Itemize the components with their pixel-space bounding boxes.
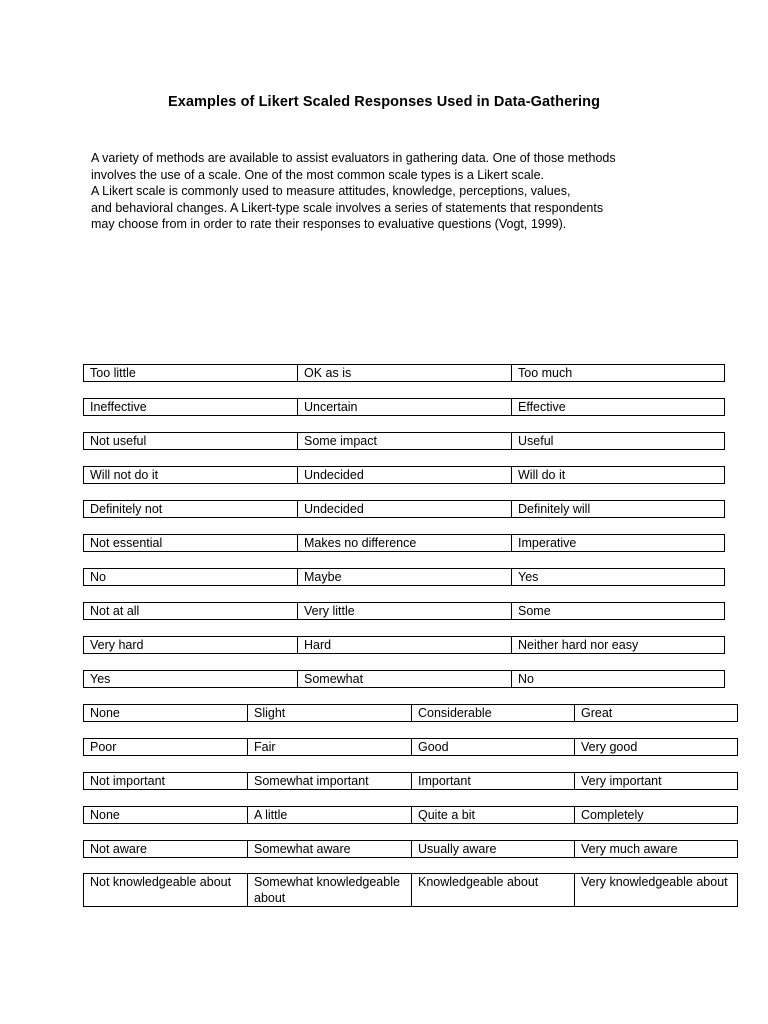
scale-cell: Not aware: [84, 841, 248, 858]
likert-scale-table: [83, 806, 738, 824]
likert-scale-table: [83, 670, 725, 688]
scale-cell: Makes no difference: [298, 535, 512, 552]
scale-cell: OK as is: [298, 365, 512, 382]
likert-scale-table: [83, 840, 738, 858]
scale-cell: None: [84, 705, 248, 722]
scale-cell: No: [84, 569, 298, 586]
likert-scale-table: [83, 364, 725, 382]
scale-cell: Very little: [298, 603, 512, 620]
intro-line: involves the use of a scale. One of the most common scale types is a Likert scale.: [91, 167, 544, 182]
likert-scale-table: [83, 534, 725, 552]
scale-cell: Some: [512, 603, 725, 620]
likert-scale-table: [83, 466, 725, 484]
table-row: [84, 467, 725, 484]
scale-cell: Very hard: [84, 637, 298, 654]
scale-cell: Not at all: [84, 603, 298, 620]
table-row: [84, 773, 738, 790]
scale-cell: Yes: [512, 569, 725, 586]
table-row: [84, 705, 738, 722]
table-row: [84, 569, 725, 586]
likert-scale-table: [83, 704, 738, 722]
intro-line: A variety of methods are available to assist evaluators in gathering data. One of those methods: [91, 151, 616, 165]
scale-cell: Somewhat: [298, 671, 512, 688]
table-row: [84, 433, 725, 450]
scale-cell: Hard: [298, 637, 512, 654]
scale-cell: Fair: [248, 739, 412, 756]
scale-cell: Neither hard nor easy: [512, 637, 725, 654]
likert-scale-table: [83, 432, 725, 450]
scale-cell: Poor: [84, 739, 248, 756]
scale-cell: Imperative: [512, 535, 725, 552]
scale-cell: Some impact: [298, 433, 512, 450]
scale-cell: Very good: [575, 739, 738, 756]
scale-cell: Not important: [84, 773, 248, 790]
scale-cell: Great: [575, 705, 738, 722]
scale-cell: Considerable: [412, 705, 575, 722]
scale-cell: Undecided: [298, 501, 512, 518]
scale-cell: Quite a bit: [412, 807, 575, 824]
table-row: [84, 874, 738, 907]
scale-cell: Very much aware: [575, 841, 738, 858]
table-row: [84, 637, 725, 654]
intro-line: A Likert scale is commonly used to measure attitudes, knowledge, perceptions, values,: [91, 184, 571, 199]
scale-cell: Knowledgeable about: [412, 874, 575, 907]
scale-cell: Undecided: [298, 467, 512, 484]
scale-cell: Not useful: [84, 433, 298, 450]
likert-scale-table: [83, 772, 738, 790]
likert-scale-table: [83, 873, 738, 907]
scale-cell: Somewhat aware: [248, 841, 412, 858]
scale-cell: None: [84, 807, 248, 824]
intro-paragraph: [91, 150, 711, 233]
scale-cell: Usually aware: [412, 841, 575, 858]
likert-scale-table: [83, 500, 725, 518]
likert-scale-table: [83, 602, 725, 620]
likert-scale-table: [83, 398, 725, 416]
scale-cell: Ineffective: [84, 399, 298, 416]
scale-cell: Too little: [84, 365, 298, 382]
scale-cell: Maybe: [298, 569, 512, 586]
scale-cell: Very important: [575, 773, 738, 790]
table-row: [84, 807, 738, 824]
scale-cell: Not knowledgeable about: [84, 874, 248, 907]
scale-cell: Good: [412, 739, 575, 756]
table-row: [84, 841, 738, 858]
table-row: [84, 671, 725, 688]
scale-cell: Definitely will: [512, 501, 725, 518]
scale-cell: Not essential: [84, 535, 298, 552]
intro-line: may choose from in order to rate their responses to evaluative questions (Vogt, 1999).: [91, 217, 567, 232]
likert-scale-table: [83, 568, 725, 586]
scale-cell: Will do it: [512, 467, 725, 484]
scale-cell: Yes: [84, 671, 298, 688]
scale-cell: Will not do it: [84, 467, 298, 484]
table-row: [84, 603, 725, 620]
table-row: [84, 535, 725, 552]
table-row: [84, 739, 738, 756]
scale-cell: Somewhat important: [248, 773, 412, 790]
scale-cell: Completely: [575, 807, 738, 824]
scale-cell: Slight: [248, 705, 412, 722]
scale-cell: Too much: [512, 365, 725, 382]
table-row: [84, 365, 725, 382]
likert-scale-table: [83, 738, 738, 756]
scale-cell: Useful: [512, 433, 725, 450]
intro-line: and behavioral changes. A Likert-type scale involves a series of statements that respondents: [91, 200, 604, 215]
likert-scale-table: [83, 636, 725, 654]
scale-cell: Somewhat knowledgeable about: [248, 874, 412, 907]
table-row: [84, 501, 725, 518]
table-row: [84, 399, 725, 416]
scale-cell: Effective: [512, 399, 725, 416]
scale-cell: Important: [412, 773, 575, 790]
scale-cell: No: [512, 671, 725, 688]
scale-cell: Uncertain: [298, 399, 512, 416]
scale-cell: Very knowledgeable about: [575, 874, 738, 907]
scale-cell: A little: [248, 807, 412, 824]
page-title: Examples of Likert Scaled Responses Used in Data-Gathering: [167, 94, 601, 110]
scale-cell: Definitely not: [84, 501, 298, 518]
